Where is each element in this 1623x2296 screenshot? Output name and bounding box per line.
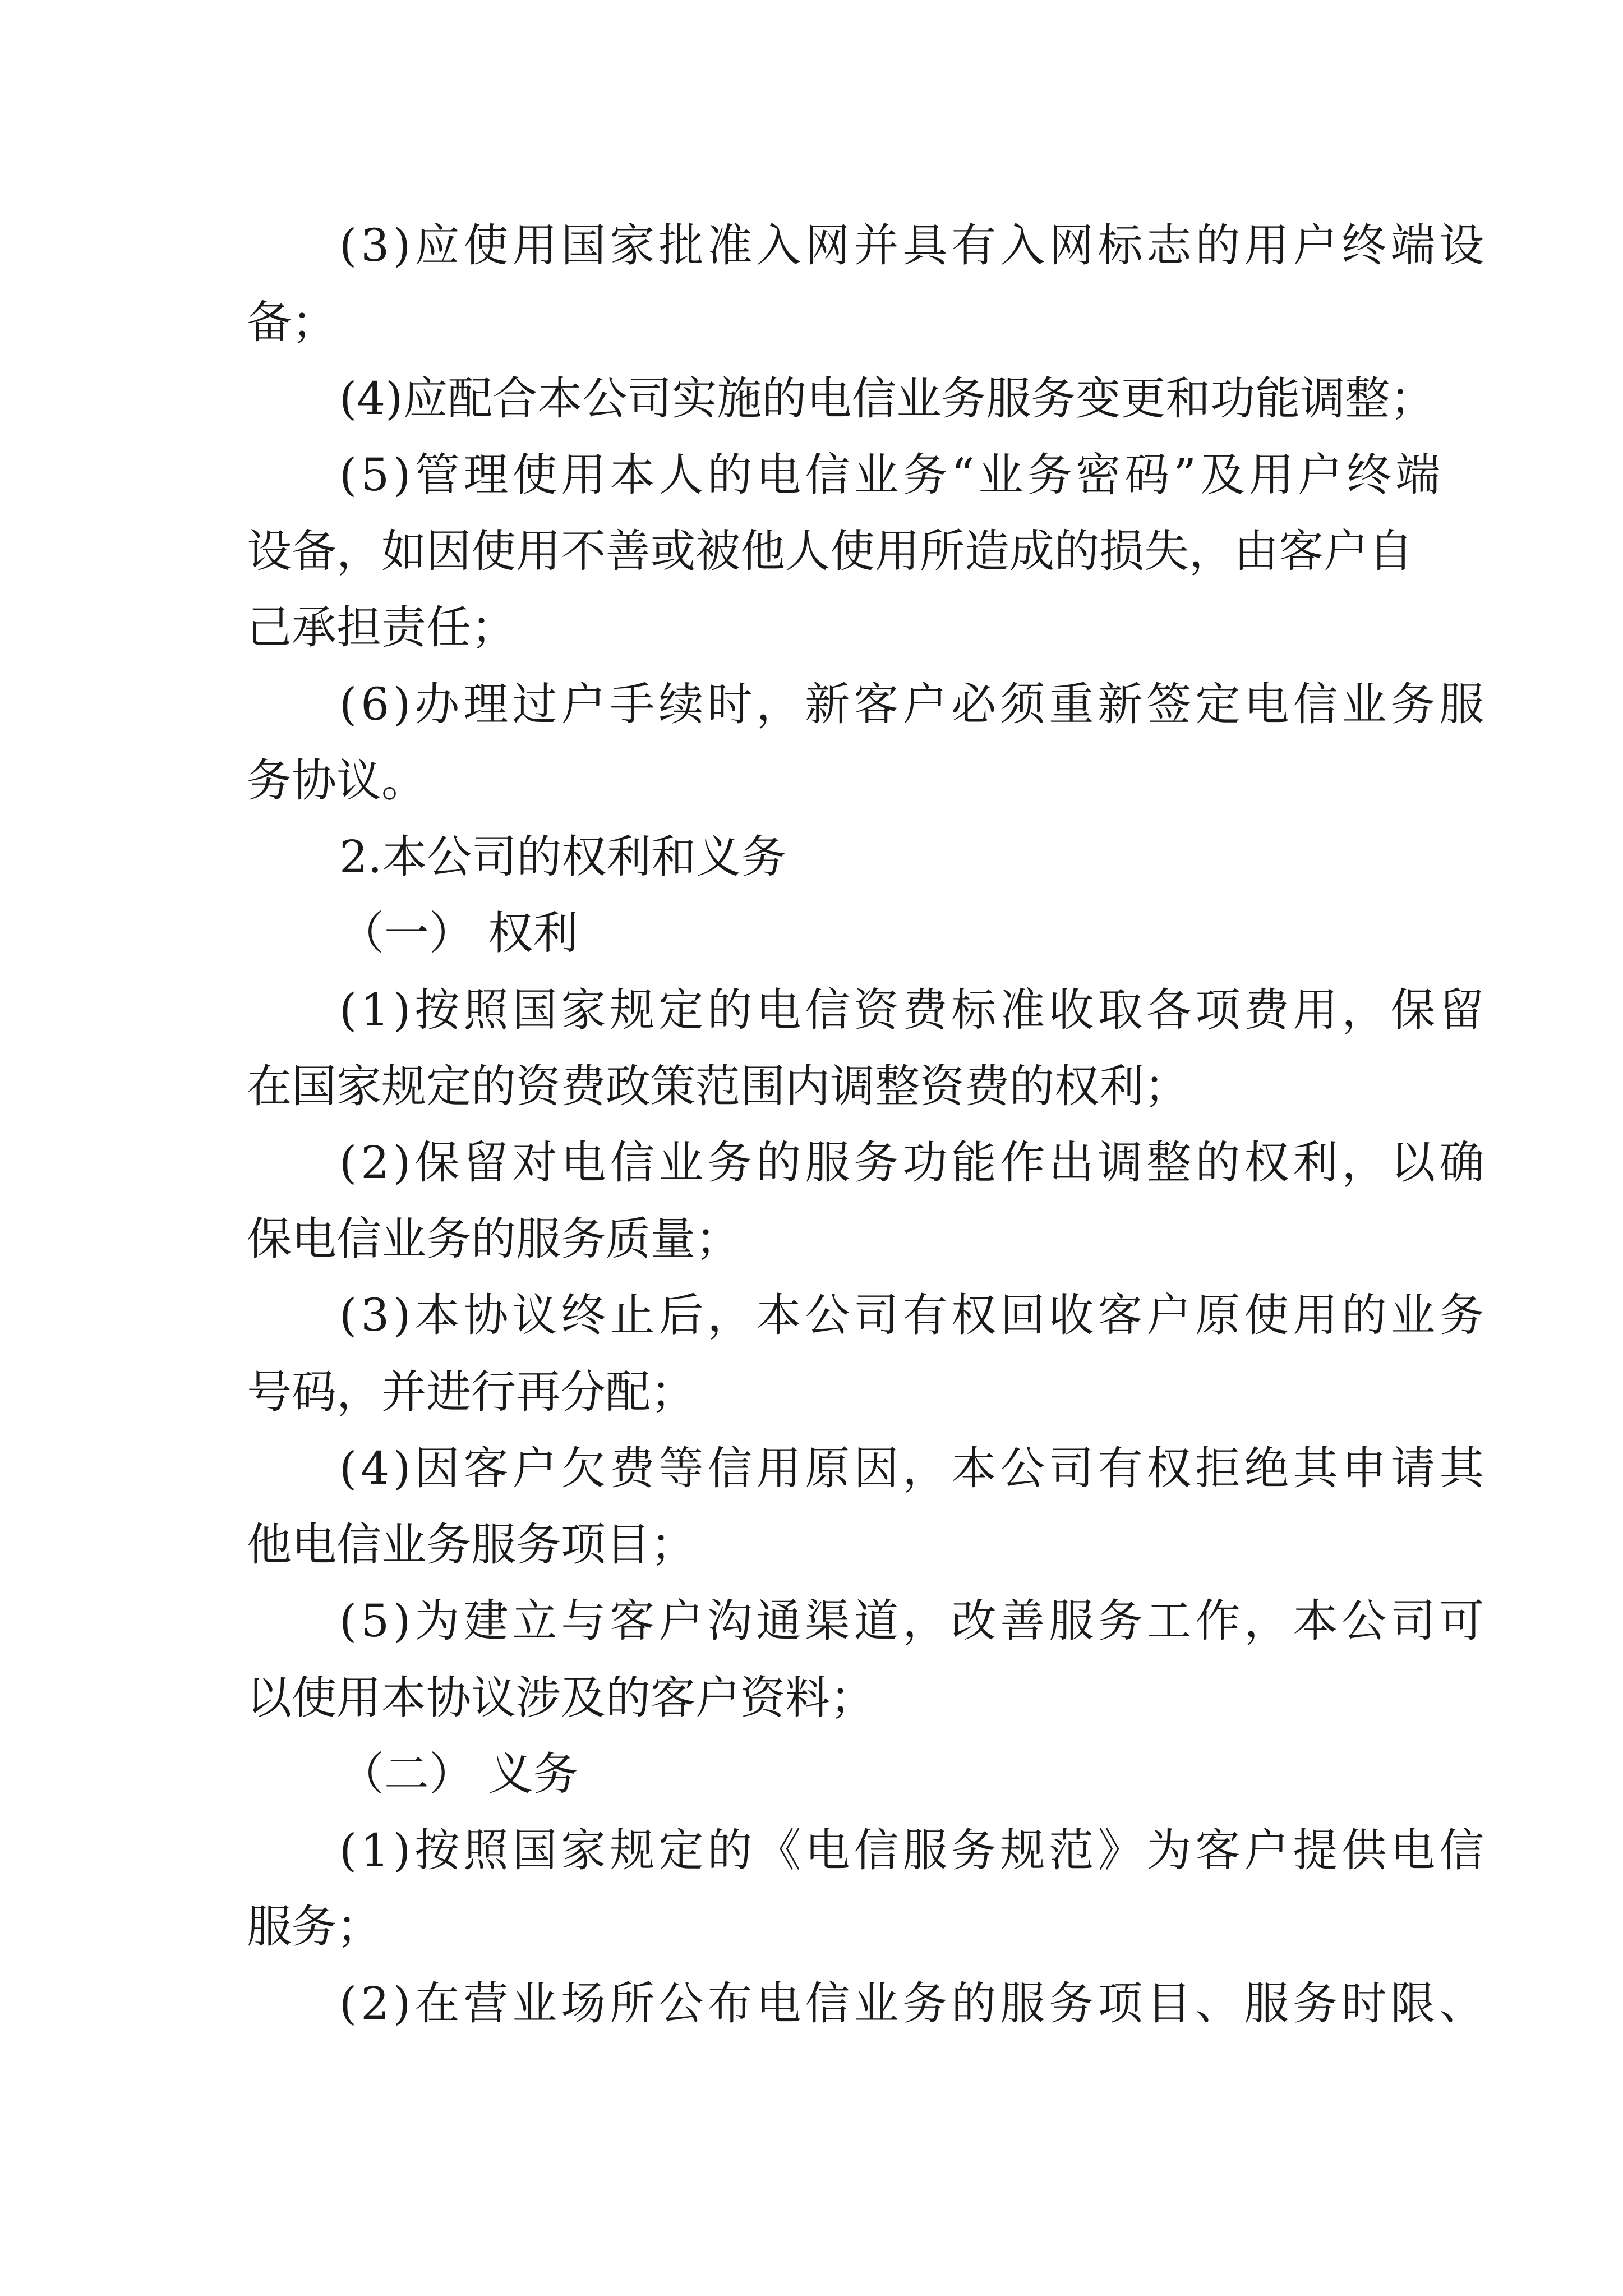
- paragraph-line: 以使用本协议涉及的客户资料；: [247, 1672, 875, 1724]
- paragraph-line: 号码，并进行再分配；: [247, 1366, 695, 1418]
- subsection-heading: （二） 义务: [339, 1748, 578, 1800]
- paragraph-line: 己承担责任；: [247, 601, 516, 654]
- paragraph-line: (3)应使用国家批准入网并具有入网标志的用户终端设: [339, 219, 1488, 272]
- paragraph-line: (1)按照国家规定的电信资费标准收取各项费用，保留: [339, 984, 1488, 1036]
- paragraph-line: (1)按照国家规定的《电信服务规范》为客户提供电信: [339, 1824, 1488, 1876]
- paragraph-line: 他电信业务服务项目；: [247, 1519, 695, 1571]
- paragraph-line: 设备，如因使用不善或被他人使用所造成的损失，由客户自: [247, 525, 1413, 577]
- paragraph-line: 服务；: [247, 1901, 381, 1953]
- paragraph-line: (2)在营业场所公布电信业务的服务项目、服务时限、: [339, 1977, 1488, 2030]
- paragraph-line: 保电信业务的服务质量；: [247, 1213, 740, 1265]
- subsection-heading: （一） 权利: [339, 907, 578, 959]
- paragraph-line: (5)为建立与客户沟通渠道，改善服务工作，本公司可: [339, 1595, 1488, 1647]
- paragraph-line: 备；: [247, 296, 336, 348]
- paragraph-line: (5)管理使用本人的电信业务“业务密码”及用户终端: [339, 449, 1445, 501]
- paragraph-line: (6)办理过户手续时，新客户必须重新签定电信业务服: [339, 678, 1488, 730]
- paragraph-line: (4)因客户欠费等信用原因，本公司有权拒绝其申请其: [339, 1442, 1488, 1494]
- paragraph-line: (4)应配合本公司实施的电信业务服务变更和功能调整；: [339, 372, 1435, 425]
- paragraph-line: (2)保留对电信业务的服务功能作出调整的权利，以确: [339, 1137, 1488, 1189]
- paragraph-line: (3)本协议终止后，本公司有权回收客户原使用的业务: [339, 1289, 1488, 1341]
- section-heading: 2.本公司的权利和义务: [339, 831, 786, 883]
- paragraph-line: 务协议。: [247, 754, 426, 807]
- paragraph-line: 在国家规定的资费政策范围内调整资费的权利；: [247, 1060, 1189, 1112]
